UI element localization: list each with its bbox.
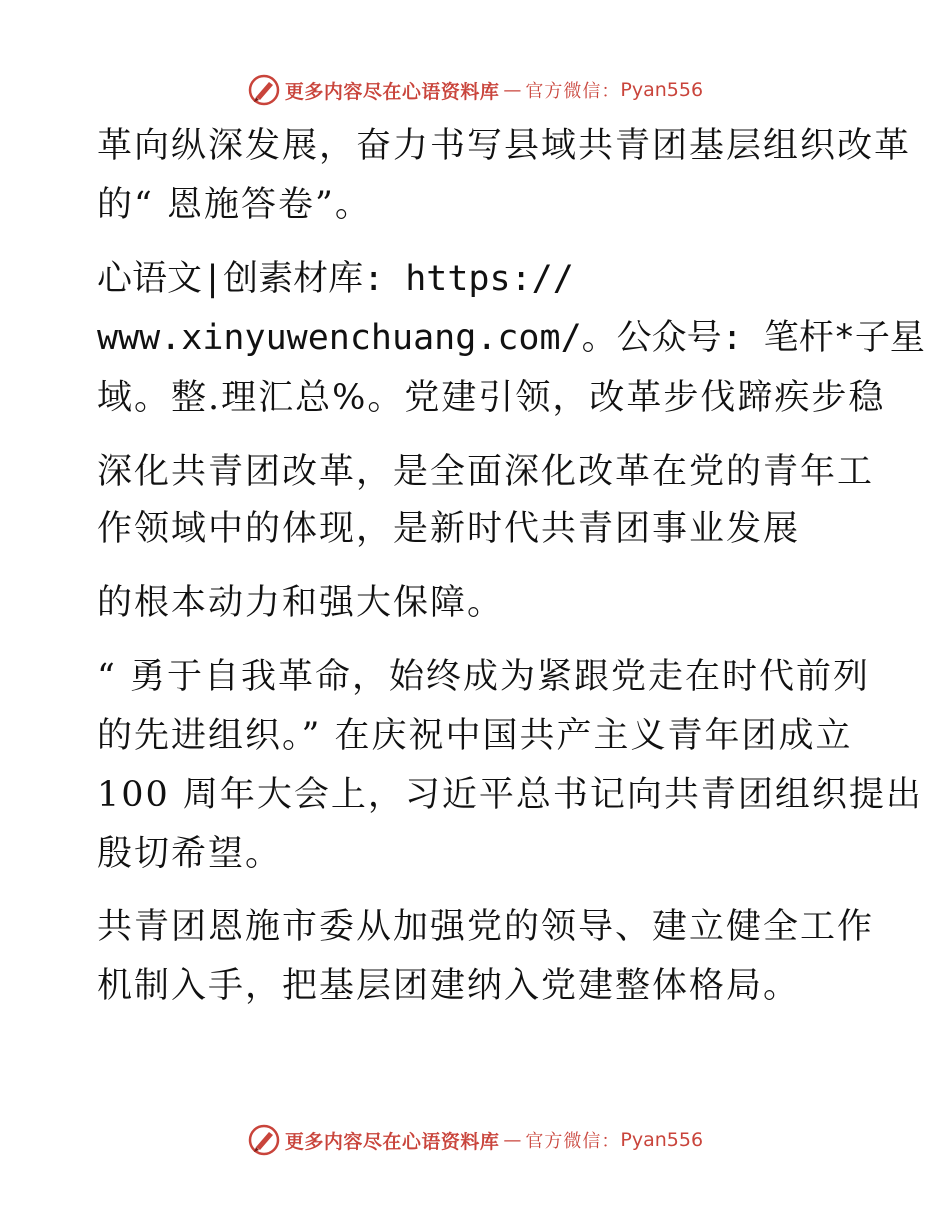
body-line-13: 共青团恩施市委从加强党的领导、建立健全工作 bbox=[97, 907, 875, 947]
footer-wechat-label: 官方微信： bbox=[525, 1131, 621, 1152]
footer-separator: — bbox=[503, 1129, 522, 1151]
body-line-6: 深化共青团改革，是全面深化改革在党的青年工 bbox=[97, 452, 875, 492]
body-line-3: 心语文|创素材库: https:// bbox=[97, 259, 574, 299]
header-brand: 更多内容尽在心语资料库 bbox=[284, 80, 500, 103]
footer-watermark bbox=[0, 1120, 950, 1160]
body-line-11: 100 周年大会上，习近平总书记向共青团组织提出 bbox=[97, 775, 923, 815]
footer-wechat-id: Pyan556 bbox=[620, 1129, 704, 1151]
body-line-10: 的先进组织。” 在庆祝中国共产主义青年团成立 bbox=[97, 716, 853, 756]
body-line-1: 革向纵深发展，奋力书写县域共青团基层组织改革 bbox=[97, 126, 912, 166]
body-line-9: “ 勇于自我革命，始终成为紧跟党走在时代前列 bbox=[97, 657, 871, 697]
body-line-7: 作领域中的体现，是新时代共青团事业发展 bbox=[97, 509, 801, 549]
pen-logo-icon bbox=[247, 73, 281, 107]
body-line-8: 的根本动力和强大保障。 bbox=[97, 583, 505, 623]
footer-brand: 更多内容尽在心语资料库 bbox=[284, 1130, 500, 1153]
header-watermark bbox=[0, 70, 950, 110]
body-line-14: 机制入手，把基层团建纳入党建整体格局。 bbox=[97, 966, 801, 1006]
body-line-2: 的“ 恩施答卷”。 bbox=[97, 185, 372, 225]
pen-logo-icon bbox=[247, 1123, 281, 1157]
body-line-5: 域。整.理汇总%。党建引领，改革步伐蹄疾步稳 bbox=[97, 378, 886, 418]
body-line-12: 殷切希望。 bbox=[97, 834, 283, 874]
body-line-4: www.xinyuwenchuang.com/。公众号: 笔杆*子星 bbox=[97, 318, 925, 358]
header-wechat-id: Pyan556 bbox=[620, 79, 704, 101]
header-separator: — bbox=[503, 79, 522, 101]
header-wechat-label: 官方微信： bbox=[525, 81, 621, 102]
